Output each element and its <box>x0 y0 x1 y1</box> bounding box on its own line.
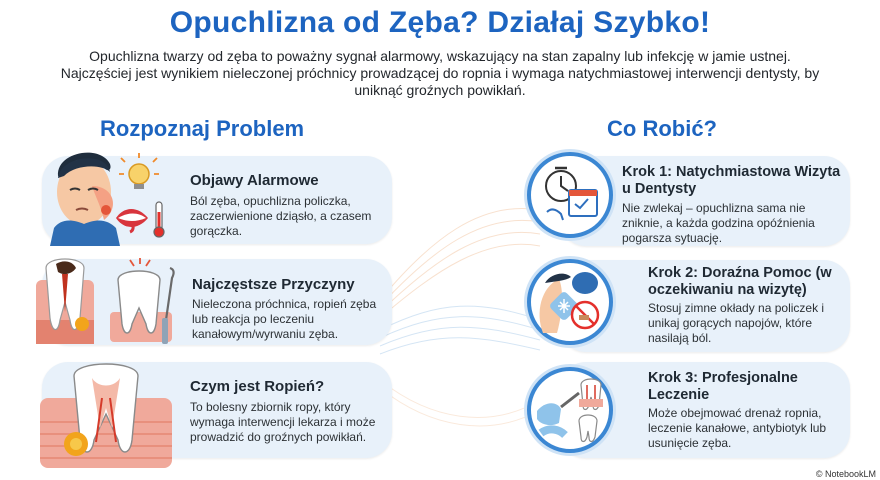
step-3-icon-circle <box>527 367 613 453</box>
step-2-text: Stosuj zimne okłady na policzek i unikaj gorących napojów, które nasilają ból. <box>648 301 825 345</box>
abscess-tooth-illustration <box>40 358 172 468</box>
step-3-title: Krok 3: Profesjonalne Leczenie <box>648 370 798 403</box>
step-2-icon-circle <box>527 259 613 345</box>
step-1-title: Krok 1: Natychmiastowa Wizyta u Dentysty <box>622 164 841 197</box>
card-title-what-is-abscess: Czym jest Ropień? <box>190 378 325 395</box>
card-text-common-causes: Nieleczona próchnica, ropień zęba lub reakcja po leczeniu kanałowym/wyrwaniu zęba. <box>192 297 377 341</box>
cold-compress-icon <box>531 263 609 341</box>
intro-paragraph: Opuchlizna twarzy od zęba to poważny sygnał alarmowy, wskazujący na stan zapalny lub infekcję w jamie ustnej. Najczęściej jest wynikiem nieleczonej próchnicy prowadzącej do ropnia i wymaga natychmiastowej interwencji dentysty, by uniknąć groźnych powikłań. <box>60 48 820 98</box>
card-text-alarm-symptoms: Ból zęba, opuchlizna policzka, zaczerwienione dziąsło, a czasem gorączka. <box>190 194 372 238</box>
step-1-text: Nie zwlekaj – opuchlizna sama nie zniknie, a każda godzina opóźnienia pogarsza sytuację. <box>622 201 815 245</box>
decayed-tooth-illustration <box>36 258 184 350</box>
dental-treatment-icon <box>531 371 609 449</box>
card-text-what-is-abscess: To bolesny zbiornik ropy, który wymaga interwencji lekarza i może prowadzić do groźnych powikłań. <box>190 400 376 444</box>
card-title-common-causes: Najczęstsze Przyczyny <box>192 276 355 293</box>
swollen-face-illustration <box>40 142 180 246</box>
step-3-text: Może obejmować drenaż ropnia, leczenie kanałowe, antybiotyk lub usunięcie zęba. <box>648 406 827 450</box>
step-2-title: Krok 2: Doraźna Pomoc (w oczekiwaniu na wizytę) <box>648 265 832 298</box>
left-section-heading: Rozpoznaj Problem <box>100 116 305 141</box>
right-section-heading: Co Robić? <box>607 116 717 141</box>
footer-credit: © NotebookLM <box>815 469 876 479</box>
page-title: Opuchlizna od Zęba? Działaj Szybko! <box>169 6 711 39</box>
card-title-alarm-symptoms: Objawy Alarmowe <box>190 172 319 189</box>
clock-calendar-icon <box>531 156 609 234</box>
step-1-icon-circle <box>527 152 613 238</box>
